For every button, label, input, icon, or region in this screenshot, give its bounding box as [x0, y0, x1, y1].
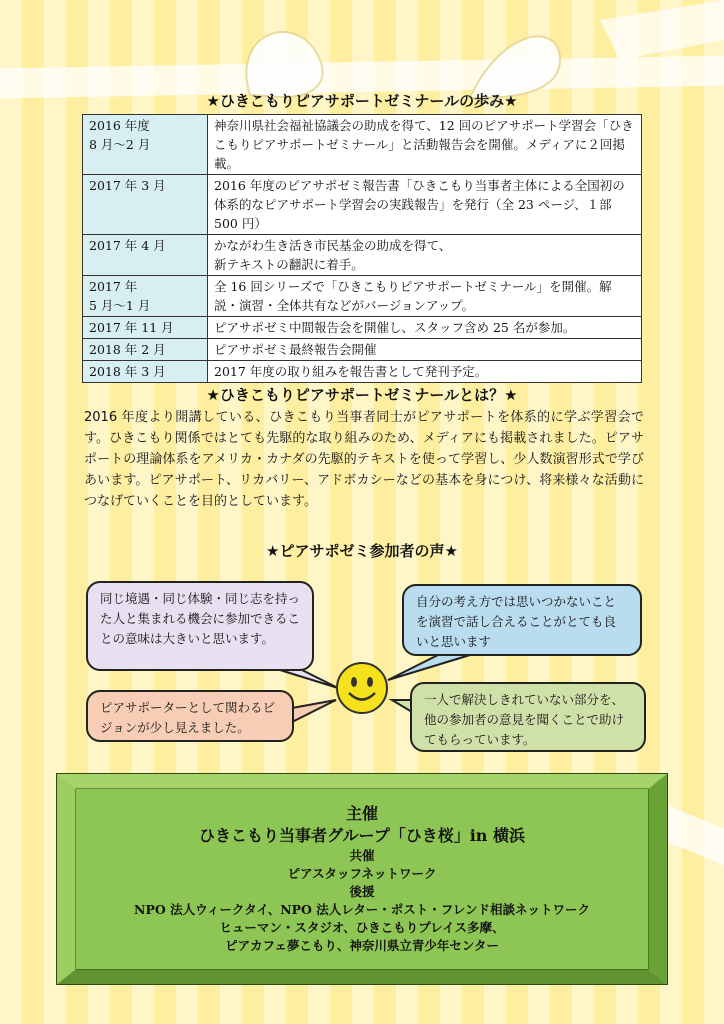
- history-date: 2017 年 11 月: [83, 317, 208, 339]
- about-title: ★ひきこもりピアサポートゼミナールとは？★: [206, 386, 518, 404]
- support-line-1: NPO 法人ウィークタイ、NPO 法人レター・ポスト・フレンド相談ネットワーク: [134, 902, 590, 917]
- history-description: 2016 年度のピアサポゼミ報告書「ひきこもり当事者主体による全国初の体系的なピアサポート学習会の実践報告」を発行（全 23 ページ、１部 500 円）: [208, 175, 642, 235]
- co-name: ピアスタッフネットワーク: [287, 866, 437, 881]
- history-description: 2017 年度の取り組みを報告書として発刊予定。: [208, 361, 642, 383]
- history-description: ピアサポゼミ中間報告会を開催し、スタッフ含め 25 名が参加。: [208, 317, 642, 339]
- history-date: 2018 年 3 月: [83, 361, 208, 383]
- about-body: 2016 年度より開講している、ひきこもり当事者同士がピアサポートを体系的に学ぶ学習会です。ひきこもり関係ではとても先駆的な取り組みのため、メディアにも掲載されました。ピアサポートの理論体系をアメリカ・カナダの先駆的テキストを使って学習し、少人数演習形式で学びあいます。ピアサポート、リカバリー、アドボカシーなどの基本を身につけ、将来様々な活動につなげていくことを目的としています。: [84, 410, 644, 509]
- history-date: 2016 年度 8 月～2 月: [83, 115, 208, 175]
- history-date: 2017 年 3 月: [83, 175, 208, 235]
- smiley-icon: [334, 660, 390, 716]
- voice-bubble-3: ピアサポーターとして関わるビジョンが少し見えました。: [86, 690, 294, 742]
- sponsor-panel: [56, 773, 668, 985]
- support-heading: 後援: [349, 884, 375, 899]
- voice-bubble-4: 一人で解決しきれていない部分を、他の参加者の意見を聞くことで助けてもらっています。: [410, 682, 646, 752]
- support-line-3: ピアカフェ夢こもり、神奈川県立青少年センター: [225, 938, 499, 953]
- history-date: 2017 年 4 月: [83, 235, 208, 276]
- support-line-2: ヒューマン・スタジオ、ひきこもりプレイス多摩、: [219, 920, 505, 935]
- voice-bubble-2: 自分の考え方では思いつかないことを演習で話し合えることがとても良いと思います: [402, 584, 642, 656]
- sponsor-content: [76, 789, 648, 969]
- voices-title: ★ピアサポゼミ参加者の声★: [266, 542, 458, 560]
- history-title: ★ひきこもりピアサポートゼミナールの歩み★: [206, 92, 518, 110]
- history-description: かながわ生き活き市民基金の助成を得て、 新テキストの翻訳に着手。: [208, 235, 642, 276]
- history-description: 全 16 回シリーズで「ひきこもりピアサポートゼミナール」を開催。解説・演習・全体共有などがバージョンアップ。: [208, 276, 642, 317]
- history-date: 2018 年 2 月: [83, 339, 208, 361]
- history-description: ピアサポゼミ最終報告会開催: [208, 339, 642, 361]
- host-name: ひきこもり当事者グループ「ひき桜」in 横浜: [198, 826, 525, 845]
- voice-bubble-1: 同じ境遇・同じ体験・同じ志を持った人と集まれる機会に参加できることの意味は大きいと思います。: [86, 581, 314, 671]
- history-description: 神奈川県社会福祉協議会の助成を得て、12 回のピアサポート学習会「ひきこもりピアサポートゼミナール」と活動報告会を開催。メディアに２回掲載。: [208, 115, 642, 175]
- co-heading: 共催: [349, 848, 375, 863]
- host-heading: 主催: [345, 804, 378, 823]
- history-date: 2017 年 5 月～1 月: [83, 276, 208, 317]
